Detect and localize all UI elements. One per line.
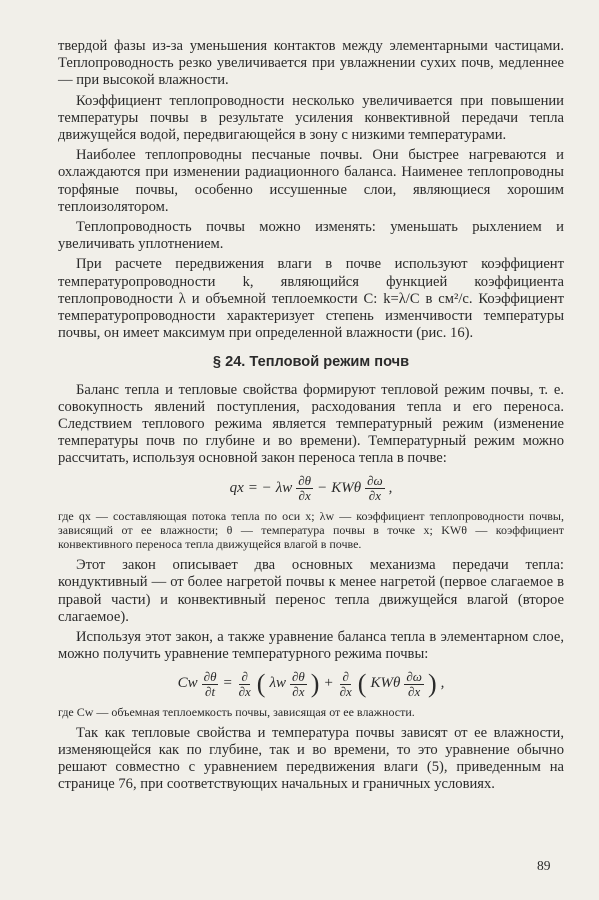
paren-close: ) — [310, 669, 320, 698]
fraction-numerator: ∂ — [241, 668, 248, 684]
fraction-denominator: ∂x — [238, 683, 251, 699]
fraction — [365, 474, 385, 503]
paragraph: Используя этот закон, а также уравнение баланса тепла в элементарном слое, можно получить уравнение температурного режима почвы: — [58, 629, 564, 663]
page-body — [58, 38, 564, 794]
fraction-denominator: ∂x — [339, 683, 352, 699]
fraction-numerator: ∂θ — [203, 668, 217, 684]
fraction-denominator: ∂x — [298, 487, 311, 503]
paragraph: Коэффициент теплопроводности несколько увеличивается при повышении температуры почвы в результате усиления конвективной передачи тепла движущейся водой, передвигающейся в зону с низкими температурами. — [58, 92, 564, 144]
paragraph: Теплопроводность почвы можно изменять: уменьшать рыхлением и увеличивать уплотнением. — [58, 219, 564, 253]
fraction — [290, 670, 307, 699]
fraction-numerator: ∂ — [342, 668, 349, 684]
formula-term: + — [323, 675, 334, 692]
fraction-denominator: ∂t — [205, 683, 216, 699]
fraction — [202, 670, 219, 699]
paren-open: ( — [256, 669, 266, 698]
paragraph: При расчете передвижения влаги в почве используют коэффициент температуропроводности k, являющийся функцией коэффициента теплопроводности λ и объемной теплоемкости C: k=λ/C в см²/с. Коэффициент температуропроводности характеризует степень изменчивости температуры почвы, он имеет максимум при определенной влажности (рис. 16). — [58, 256, 564, 342]
formula-term: = — [222, 675, 233, 692]
formula-legend: где Cw — объемная теплоемкость почвы, зависящая от ее влажности. — [58, 704, 415, 719]
paragraph: Наиболее теплопроводны песчаные почвы. Они быстрее нагреваются и охлаждаются при изменении радиационного баланса. Наименее теплопроводны торфяные почвы, особенно иссушенные слои, являющиеся хорошим теплоизолятором. — [58, 147, 564, 215]
fraction-denominator: ∂x — [368, 487, 381, 503]
section-heading: § 24. Тепловой режим почв — [212, 354, 410, 371]
formula-term: qx — [229, 479, 244, 496]
formula-term: KWθ — [331, 479, 362, 496]
formula-term: λw — [269, 675, 286, 692]
fraction-numerator: ∂θ — [298, 472, 312, 488]
paragraph: Этот закон описывает два основных механизма передачи тепла: кондуктивный — от более нагретой почвы к менее нагретой (первое слагаемое в правой части) и конвективный перенос тепла движущейся влагой (второе слагаемое). — [58, 557, 564, 625]
paragraph: твердой фазы из-за уменьшения контактов между элементарными частицами. Теплопроводность резко увеличивается при увлажнении сухих почв, медленнее — при высокой влажности. — [58, 38, 564, 89]
formula-temperature-regime — [58, 670, 564, 699]
formula-term: − — [317, 479, 328, 496]
fraction-denominator: ∂x — [408, 683, 421, 699]
fraction-numerator: ∂ω — [406, 668, 422, 684]
fraction — [338, 670, 354, 699]
page-number: 89 — [537, 858, 551, 873]
fraction — [404, 670, 424, 699]
paragraph: Баланс тепла и тепловые свойства формируют тепловой режим почвы, т. е. совокупность явлений поступления, расходования тепла и его переноса. Следствием теплового режима является температурный режим (изменение температуры почв по глубине и во времени). Температурный режим можно рассчитать, используя основной закон переноса тепла в почве: — [58, 381, 564, 467]
fraction — [296, 474, 313, 503]
paren-open: ( — [357, 669, 367, 698]
formula-term: Cw — [177, 675, 198, 692]
formula-term: , — [440, 675, 445, 692]
formula-term: , — [388, 479, 393, 496]
fraction-numerator: ∂θ — [291, 668, 305, 684]
formula-heat-flux — [58, 474, 564, 503]
fraction — [237, 670, 253, 699]
formula-term: λw — [275, 479, 293, 496]
formula-legend: где qx — составляющая потока тепла по оси x; λw — коэффициент теплопроводности почвы, зависящий от ее влажности; θ — температура почвы в точке x; KWθ — коэффициент конвективного переноса тепла движущейся влагой в почве. — [58, 508, 564, 552]
paren-close: ) — [427, 669, 437, 698]
fraction-denominator: ∂x — [292, 683, 305, 699]
fraction-numerator: ∂ω — [367, 472, 383, 488]
paragraph: Так как тепловые свойства и температура почвы зависят от ее влажности, изменяющейся как по глубине, так и во времени, то это уравнение обычно решают совместно с уравнением передвижения влаги (5), приведенным на странице 76, при соответствующих начальных и граничных условиях. — [58, 724, 564, 793]
formula-term: = − — [247, 479, 272, 496]
formula-term: KWθ — [370, 675, 401, 692]
